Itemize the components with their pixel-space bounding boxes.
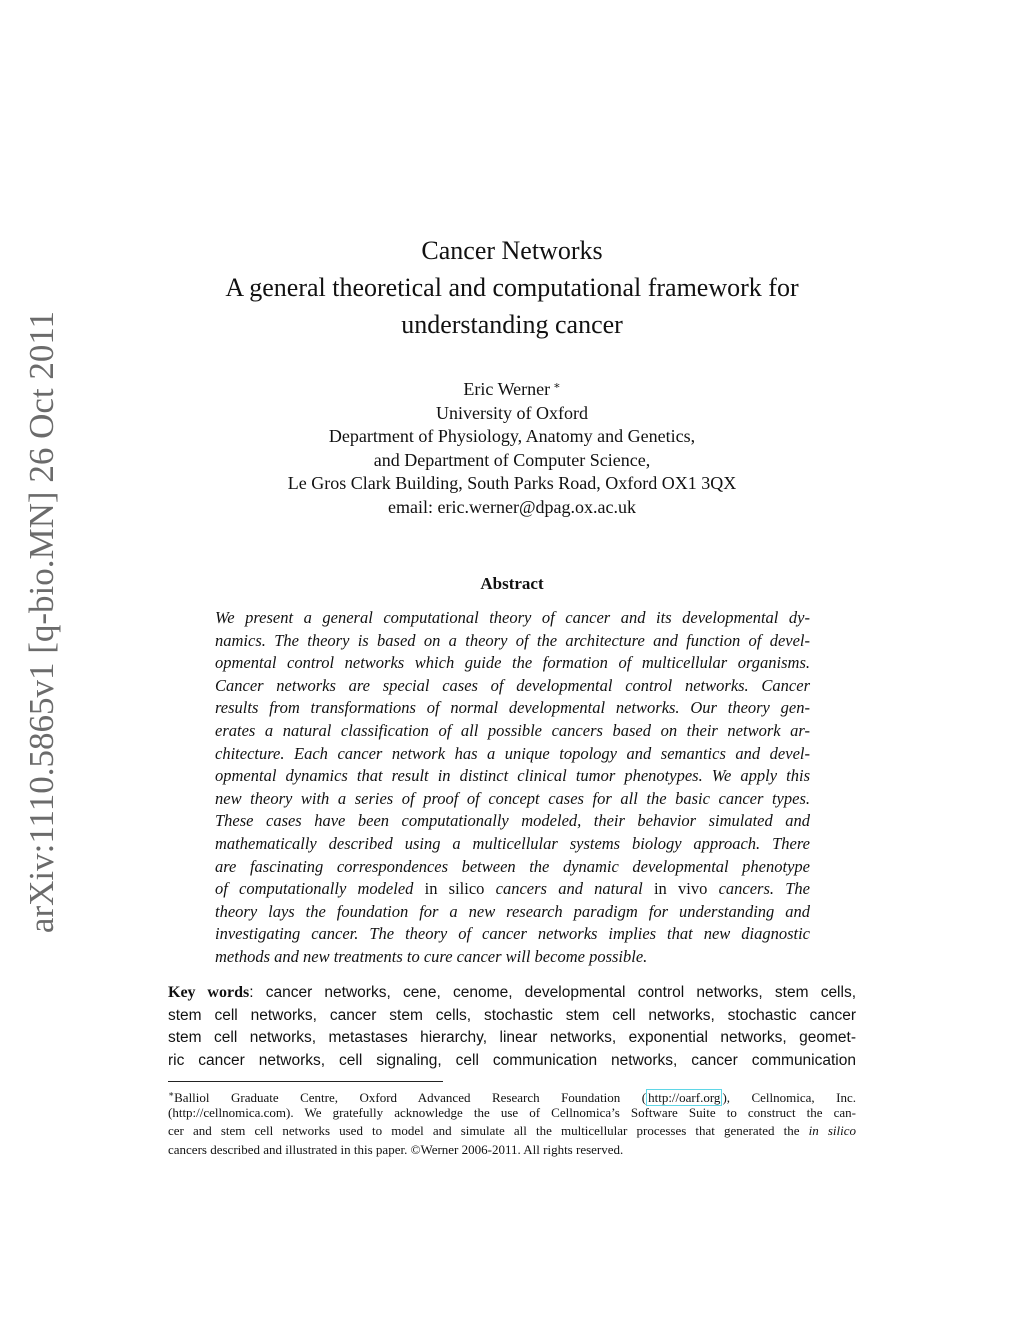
in-silico-term: in silico: [424, 879, 485, 899]
author-footnote-mark[interactable]: ∗: [553, 380, 561, 392]
in-vivo-term: in vivo: [653, 879, 708, 899]
footnote: [168, 1085, 856, 1159]
affiliation-line: and Department of Computer Science,: [373, 449, 651, 470]
keywords-section: [168, 982, 856, 1072]
abstract-text: cancers. The: [707, 879, 810, 899]
author-block: [150, 375, 874, 519]
title-line: Cancer Networks: [421, 236, 603, 265]
abstract-line: theory lays the foundation for a new research paradigm for understanding and: [215, 901, 810, 921]
keywords-line: ric cancer networks, cell signaling, cell communication networks, cancer communication: [168, 1051, 856, 1069]
abstract-line: opmental control networks which guide the formation of multicellular organisms.: [215, 653, 810, 673]
keywords-line: stem cell networks, metastases hierarchy, linear networks, exponential networks, geomet-: [168, 1029, 856, 1046]
abstract-line: methods and new treatments to cure cancer will become possible.: [215, 946, 648, 966]
title-line: A general theoretical and computational framework for: [225, 273, 799, 302]
affiliation-line: Le Gros Clark Building, South Parks Road, Oxford OX1 3QX: [287, 473, 737, 493]
abstract-line: new theory with a series of proof of concept cases for all the basic cancer types.: [215, 788, 810, 808]
arxiv-identifier-stamp: arXiv:1110.5865v1 [q-bio.MN] 26 Oct 2011: [22, 310, 61, 934]
abstract-heading: Abstract: [480, 574, 544, 593]
title-line: understanding cancer: [401, 310, 623, 339]
paper-title: [150, 232, 874, 343]
abstract-line: results from transformations of normal developmental networks. Our theory gen-: [215, 698, 810, 718]
abstract-line: We present a general computational theory of cancer and its developmental dy-: [215, 608, 810, 627]
abstract-line: [215, 878, 810, 901]
footnote-mark: ∗: [168, 1089, 175, 1099]
footnote-line: [168, 1085, 856, 1104]
in-silico-term: in silico: [808, 1123, 857, 1138]
abstract-line: Cancer networks are special cases of developmental control networks. Cancer: [215, 675, 810, 695]
keywords-label: Key words: [168, 984, 250, 1001]
abstract-text: of computationally modeled: [215, 879, 425, 899]
keywords-text: : cancer networks, cene, cenome, developmental control networks, stem cells,: [249, 984, 857, 1001]
author-email: email: eric.werner@dpag.ox.ac.uk: [388, 496, 636, 517]
author-name-text: Eric Werner: [463, 379, 551, 399]
footnote-divider: [168, 1081, 443, 1082]
affiliation-line: Department of Physiology, Anatomy and Genetics,: [328, 426, 696, 446]
oarf-link[interactable]: http://oarf.org: [648, 1090, 721, 1105]
footnote-text: cer and stem cell networks used to model and simulate all the multicellular processes that generated the: [168, 1123, 809, 1138]
abstract-line: opmental dynamics that result in distinct clinical tumor phenotypes. We apply this: [215, 766, 810, 786]
abstract-line: are fascinating correspondences between the dynamic developmental phenotype: [215, 856, 810, 876]
keywords-line: stem cell networks, cancer stem cells, stochastic stem cell networks, stochastic cancer: [168, 1006, 856, 1024]
footnote-line: (http://cellnomica.com). We gratefully acknowledge the use of Cellnomica’s Software Suite to construct the can-: [168, 1104, 856, 1120]
footnote-line: [168, 1122, 856, 1141]
footnote-line: cancers described and illustrated in this paper. ©Werner 2006-2011. All rights reserved.: [168, 1141, 624, 1157]
footnote-text: Balliol Graduate Centre, Oxford Advanced Research Foundation (: [174, 1090, 647, 1105]
abstract-line: These cases have been computationally modeled, their behavior simulated and: [215, 811, 810, 831]
abstract-line: erates a natural classification of all possible cancers based on their network ar-: [215, 720, 810, 740]
author-name: [150, 375, 874, 402]
abstract-line: chitecture. Each cancer network has a unique topology and semantics and devel-: [215, 743, 810, 763]
keywords-line: [168, 982, 856, 1005]
abstract-line: investigating cancer. The theory of cancer networks implies that new diagnostic: [215, 924, 810, 944]
footnote-text: ), Cellnomica, Inc.: [722, 1090, 856, 1105]
abstract-line: namics. The theory is based on a theory of the architecture and function of devel-: [215, 630, 810, 650]
abstract-body: [215, 607, 810, 969]
abstract-line: mathematically described using a multicellular systems biology approach. There: [215, 833, 810, 853]
abstract-text: cancers and natural: [484, 879, 654, 899]
affiliation-line: University of Oxford: [436, 402, 588, 423]
